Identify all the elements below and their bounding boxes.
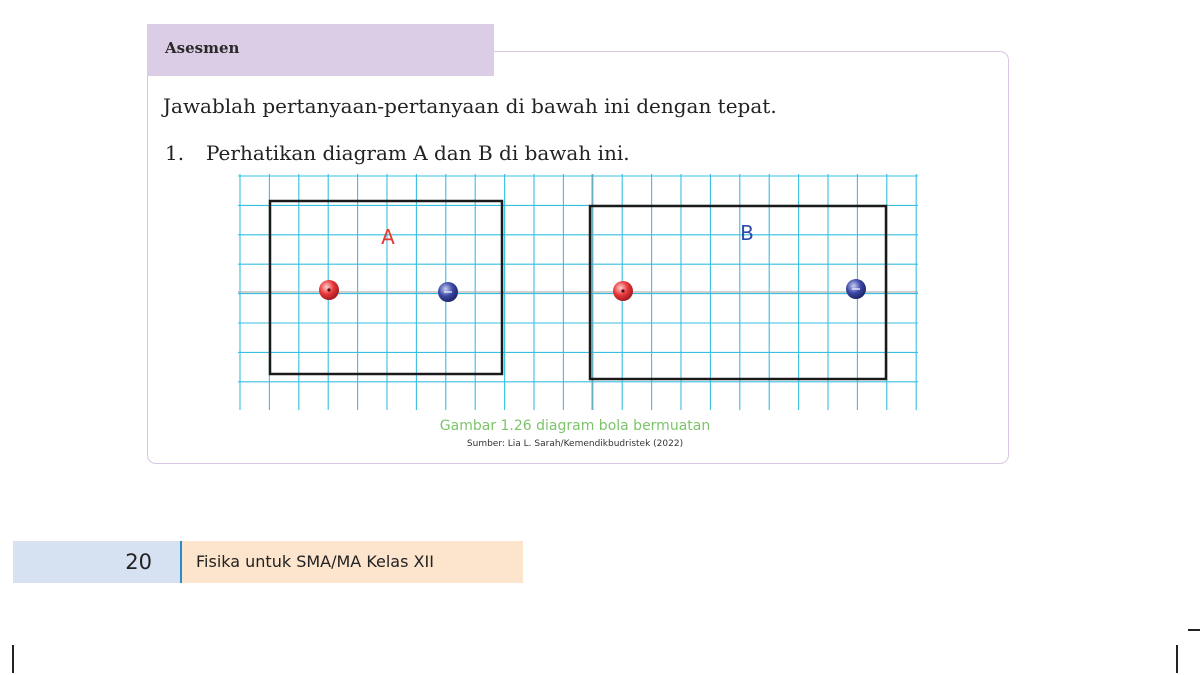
book-title: Fisika untuk SMA/MA Kelas XII	[196, 552, 434, 571]
charge-diagram	[238, 174, 918, 410]
page-number-box	[13, 541, 180, 583]
crop-mark-right	[1176, 645, 1178, 673]
positive-charge-dot-b	[621, 289, 624, 292]
diagram-a-label: A	[381, 225, 395, 249]
positive-charge-dot-a	[327, 288, 330, 291]
page-number: 20	[125, 550, 152, 574]
diagram-b-label: B	[740, 221, 754, 245]
question-text: Perhatikan diagram A dan B di bawah ini.	[206, 141, 630, 165]
crop-mark-left	[12, 645, 14, 673]
figure-caption: Gambar 1.26 diagram bola bermuatan	[439, 418, 711, 434]
crop-mark-right-top	[1188, 629, 1200, 631]
figure-source: Sumber: Lia L. Sarah/Kemendikbudristek (2022)	[466, 439, 684, 449]
question-number: 1.	[165, 141, 185, 165]
section-tab-label: Asesmen	[165, 39, 240, 57]
section-tab	[147, 24, 494, 76]
book-title-box	[182, 541, 523, 583]
charged-balls-figure	[238, 174, 918, 410]
instruction-text: Jawablah pertanyaan-pertanyaan di bawah ini dengan tepat.	[163, 94, 777, 118]
